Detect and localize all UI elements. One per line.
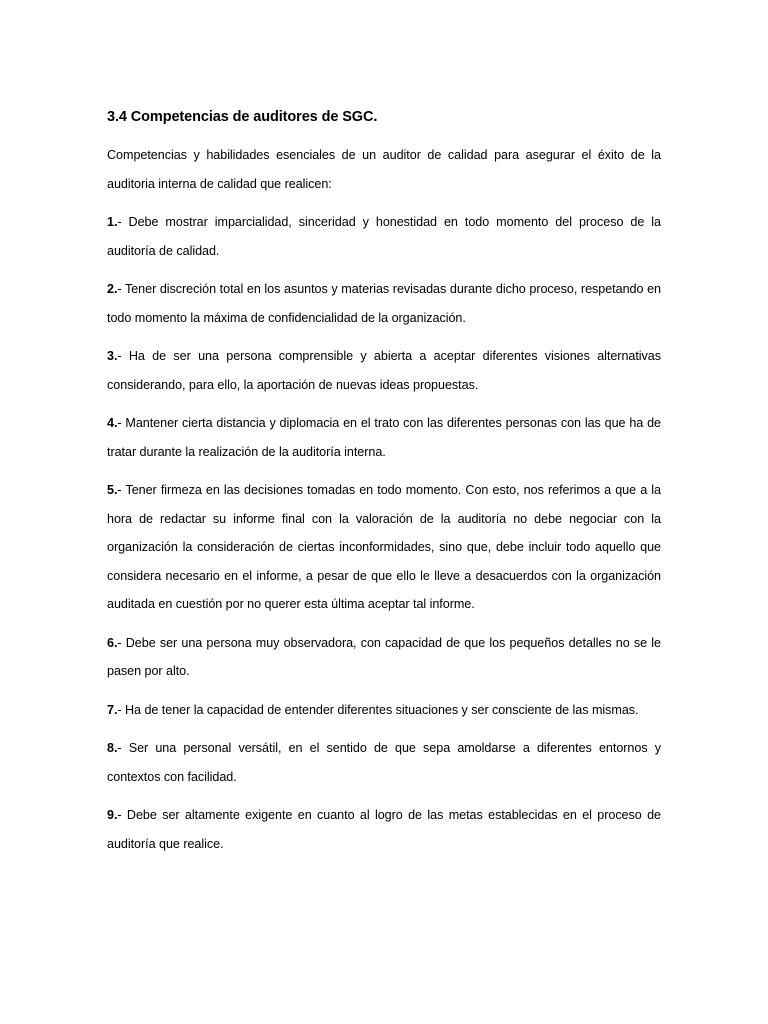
section-title: 3.4 Competencias de auditores de SGC. xyxy=(107,109,378,125)
item-text: - Mantener cierta distancia y diplomacia en el trato con las diferentes personas con las que ha de tratar durante la realización de la auditoría interna. xyxy=(107,416,661,459)
item-text: - Debe mostrar imparcialidad, sinceridad y honestidad en todo momento del proceso de la auditoría de calidad. xyxy=(107,215,661,258)
item-number: 3. xyxy=(107,349,118,363)
item-number: 8. xyxy=(107,741,118,755)
item-text: - Debe ser una persona muy observadora, con capacidad de que los pequeños detalles no se le pasen por alto. xyxy=(107,635,661,678)
list-item xyxy=(107,734,661,791)
list-item xyxy=(107,208,661,265)
item-number: 1. xyxy=(107,215,118,229)
item-number: 6. xyxy=(107,635,118,650)
intro-paragraph: Competencias y habilidades esenciales de un auditor de calidad para asegurar el éxito de la auditoria interna de calidad que realicen: xyxy=(107,148,661,191)
item-number: 4. xyxy=(107,416,118,430)
list-item xyxy=(107,476,661,619)
list-item xyxy=(107,409,661,466)
item-text: - Debe ser altamente exigente en cuanto al logro de las metas establecidas en el proceso de auditoría que realice. xyxy=(107,808,661,851)
item-text: - Ha de tener la capacidad de entender diferentes situaciones y ser consciente de las mismas. xyxy=(117,702,639,717)
item-text: - Tener firmeza en las decisiones tomadas en todo momento. Con esto, nos referimos a que a la hora de redactar su informe final con la valoración de la auditoría no debe negociar con la organización la consideración de ciertas inconformidades, sino que, debe incluir todo aquello que considera necesario en el informe, a pesar de que ello le lleve a desacuerdos con la organización auditada en cuestión por no querer esta última aceptar tal informe. xyxy=(107,483,661,611)
item-number: 2. xyxy=(107,282,118,296)
list-item xyxy=(107,801,661,858)
list-item xyxy=(107,342,661,399)
list-item xyxy=(107,696,661,725)
list-item xyxy=(107,629,661,686)
item-number: 7. xyxy=(107,702,118,717)
list-item xyxy=(107,275,661,332)
item-text: - Ser una personal versátil, en el sentido de que sepa amoldarse a diferentes entornos y contextos con facilidad. xyxy=(107,741,661,784)
item-text: - Tener discreción total en los asuntos y materias revisadas durante dicho proceso, respetando en todo momento la máxima de confidencialidad de la organización. xyxy=(107,282,661,325)
item-text: - Ha de ser una persona comprensible y abierta a aceptar diferentes visiones alternativas considerando, para ello, la aportación de nuevas ideas propuestas. xyxy=(107,349,661,392)
document-body xyxy=(107,107,661,868)
item-number: 5. xyxy=(107,483,118,497)
item-number: 9. xyxy=(107,808,118,822)
